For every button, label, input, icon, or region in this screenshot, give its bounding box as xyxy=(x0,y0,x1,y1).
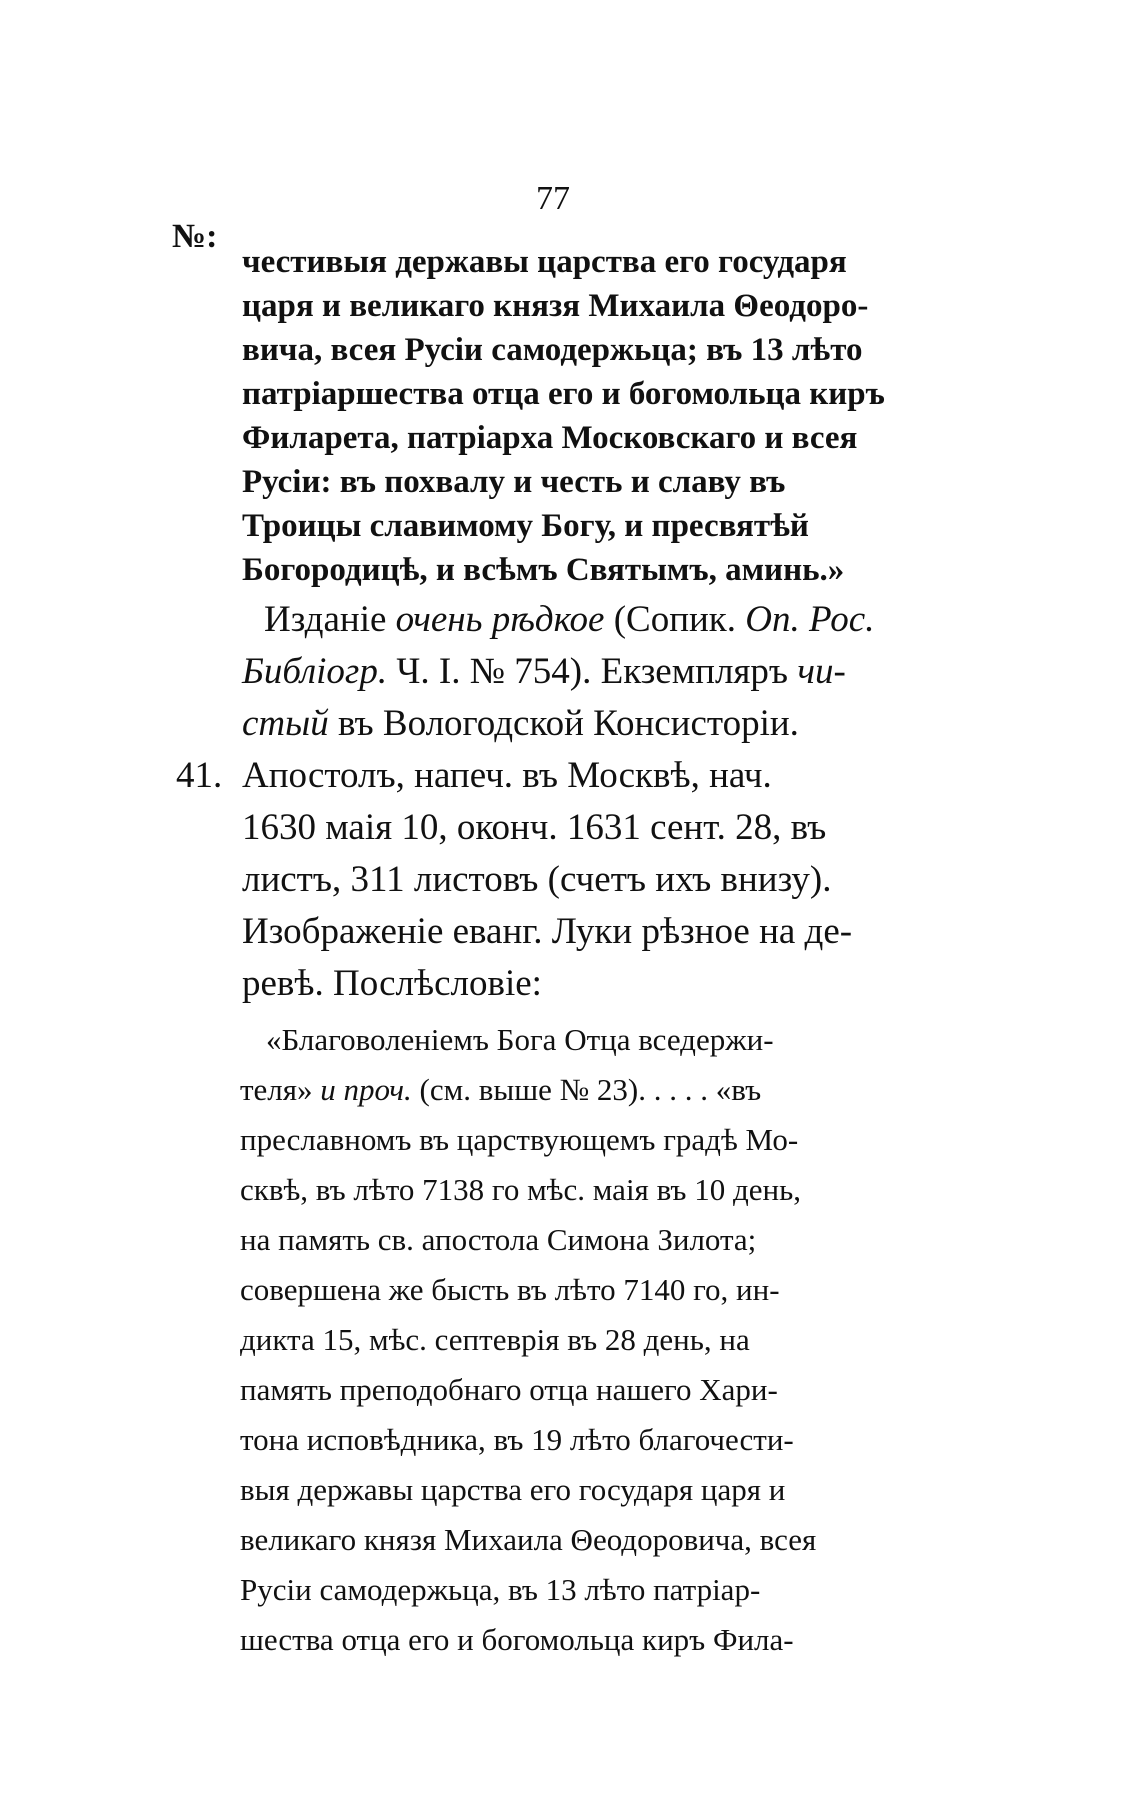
quote-line: память преподобнаго отца нашего Хари- xyxy=(240,1372,778,1407)
note-italic: очень рѣдкое xyxy=(395,599,605,640)
quote-line: преславномъ въ царствующемъ градѣ Мо- xyxy=(240,1122,799,1157)
text-line: Русіи: въ похвалу и честь и славу въ xyxy=(242,464,786,500)
note-text: (Сопик. xyxy=(604,599,746,640)
quote-line: «Благоволеніемъ Бога Отца вседержи- xyxy=(266,1022,774,1057)
text-line: вича, всея Русіи самодержьца; въ 13 лѣто xyxy=(242,332,863,368)
quote-line: тона исповѣдника, въ 19 лѣто благочести- xyxy=(240,1422,794,1457)
quote-line: дикта 15, мѣс. септеврія въ 28 день, на xyxy=(240,1322,750,1357)
quote-text: теля» xyxy=(240,1072,321,1107)
quote-line: на память св. апостола Симона Зилота; xyxy=(240,1222,757,1257)
text-line: патріаршества отца его и богомольца киръ xyxy=(242,376,885,412)
note-line xyxy=(264,598,874,642)
quote-line: великаго князя Михаила Θеодоровича, всея xyxy=(240,1522,817,1557)
quote-line: выя державы царства его государя царя и xyxy=(240,1472,786,1507)
note-text: Ч. I. № 754). Екземпляръ xyxy=(387,651,798,692)
quote-line: совершена же бысть въ лѣто 7140 го, ин- xyxy=(240,1272,780,1307)
quote-line: сквѣ, въ лѣто 7138 го мѣс. маія въ 10 день, xyxy=(240,1172,801,1207)
text-line: Филарета, патріарха Московскаго и всея xyxy=(242,420,858,456)
text-line: честивыя державы царства его государя xyxy=(242,244,847,280)
note-italic: Оп. Рос. xyxy=(745,599,875,640)
numero-mark: №: xyxy=(172,218,218,255)
entry-line: ревѣ. Послѣсловіе: xyxy=(242,963,542,1004)
note-line xyxy=(242,650,846,694)
entry-line: 1630 маія 10, оконч. 1631 сент. 28, въ xyxy=(242,807,827,848)
text-line: Богородицѣ, и всѣмъ Святымъ, аминь.» xyxy=(242,552,845,588)
note-text: въ Вологодской Консисторіи. xyxy=(328,703,799,744)
entry-line: Апостолъ, напеч. въ Москвѣ, нач. xyxy=(242,755,772,796)
entry-line: Изображеніе еванг. Луки рѣзное на де- xyxy=(242,911,853,952)
page-number: 77 xyxy=(536,180,570,217)
entry-line: листъ, 311 листовъ (счетъ ихъ внизу). xyxy=(242,859,832,900)
quote-text: (см. выше № 23). . . . . «въ xyxy=(411,1072,762,1107)
note-italic: стый xyxy=(242,703,329,744)
quote-italic: и проч. xyxy=(320,1072,412,1107)
quote-line xyxy=(240,1068,761,1112)
note-italic: Библіогр. xyxy=(242,651,388,692)
note-line xyxy=(242,702,799,746)
note-italic: чи- xyxy=(797,651,846,692)
quote-line: шества отца его и богомольца киръ Фила- xyxy=(240,1622,794,1657)
entry-number: 41. xyxy=(176,755,223,796)
text-line: Троицы славимому Богу, и пресвятѣй xyxy=(242,508,809,544)
note-text: Изданіе xyxy=(264,599,396,640)
quote-line: Русіи самодержьца, въ 13 лѣто патріар- xyxy=(240,1572,761,1607)
text-line: царя и великаго князя Михаила Θеодоро- xyxy=(242,288,869,324)
